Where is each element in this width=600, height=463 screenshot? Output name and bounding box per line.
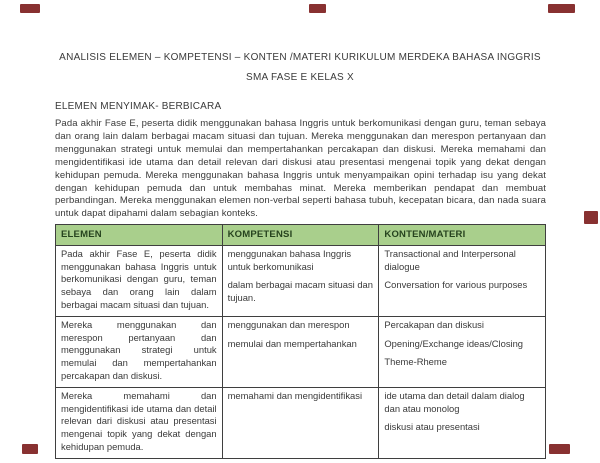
page-title: ANALISIS ELEMEN – KOMPETENSI – KONTEN /MATERI KURIKULUM MERDEKA BAHASA INGGRIS [59, 52, 541, 63]
watermark-artifact [20, 4, 40, 13]
watermark-artifact [309, 4, 326, 13]
watermark-artifact [548, 4, 575, 13]
cell-konten-materi: Percakapan dan diskusi Opening/Exchange ideas/Closing Theme-Rheme [379, 317, 546, 388]
watermark-artifact [22, 444, 38, 454]
page-subtitle: SMA FASE E KELAS X [246, 72, 354, 83]
cell-elemen: Mereka menggunakan dan merespon pertanyaan dan menggunakan strategi untuk memulai dan mempertahankan percakapan dan diskusi. [56, 317, 223, 388]
cell-konten-materi: ide utama dan detail dalam dialog dan atau monolog diskusi atau presentasi [379, 388, 546, 459]
table-row [56, 317, 546, 388]
cell-kompetensi: menggunakan bahasa Inggris untuk berkomunikasi dalam berbagai macam situasi dan tujuan. [222, 246, 379, 317]
cell-kompetensi: menggunakan dan merespon memulai dan mempertahankan [222, 317, 379, 388]
column-header-konten-materi: KONTEN/MATERI [379, 225, 546, 246]
table-row [56, 246, 546, 317]
cell-elemen: Mereka memahami dan mengidentifikasi ide utama dan detail relevan dari diskusi atau presentasi mengenai topik yang dekat dengan kehidupan pemuda. [56, 388, 223, 459]
section-heading: ELEMEN MENYIMAK- BERBICARA [55, 101, 222, 112]
table-header-row [56, 225, 546, 246]
cell-elemen: Pada akhir Fase E, peserta didik menggunakan bahasa Inggris untuk berkomunikasi dengan guru, teman sebaya dan orang lain dalam berbagai macam situasi dan tujuan. [56, 246, 223, 317]
cell-konten-materi: Transactional and Interpersonal dialogue Conversation for various purposes [379, 246, 546, 317]
watermark-artifact [584, 211, 598, 224]
table-row [56, 388, 546, 459]
analysis-table [55, 224, 546, 459]
cell-kompetensi: memahami dan mengidentifikasi [222, 388, 379, 459]
watermark-artifact [549, 444, 570, 454]
column-header-elemen: ELEMEN [56, 225, 223, 246]
column-header-kompetensi: KOMPETENSI [222, 225, 379, 246]
intro-paragraph: Pada akhir Fase E, peserta didik menggunakan bahasa Inggris untuk berkomunikasi dengan guru, teman sebaya dan orang lain dalam berbagai macam situasi dan tujuan. Mereka menggunakan dan merespon pertanyaan dan menggunakan strategi untuk memulai dan mempertahankan percakapan dan diskusi. Mereka memahami dan mengidentifikasi ide utama dan detail relevan dari diskusi atau presentasi mengenai topik yang dekat dengan kehidupan pemuda. Mereka menggunakan bahasa Inggris untuk menyampaikan opini terhadap isu yang dekat dengan kehidupan pemuda dan untuk membahas minat. Mereka memberikan pendapat dan membuat perbandingan. Mereka menggunakan elemen non-verbal seperti bahasa tubuh, kecepatan bicara, dan nada suara untuk dapat dipahami dalam sebagian konteks. [55, 118, 546, 220]
